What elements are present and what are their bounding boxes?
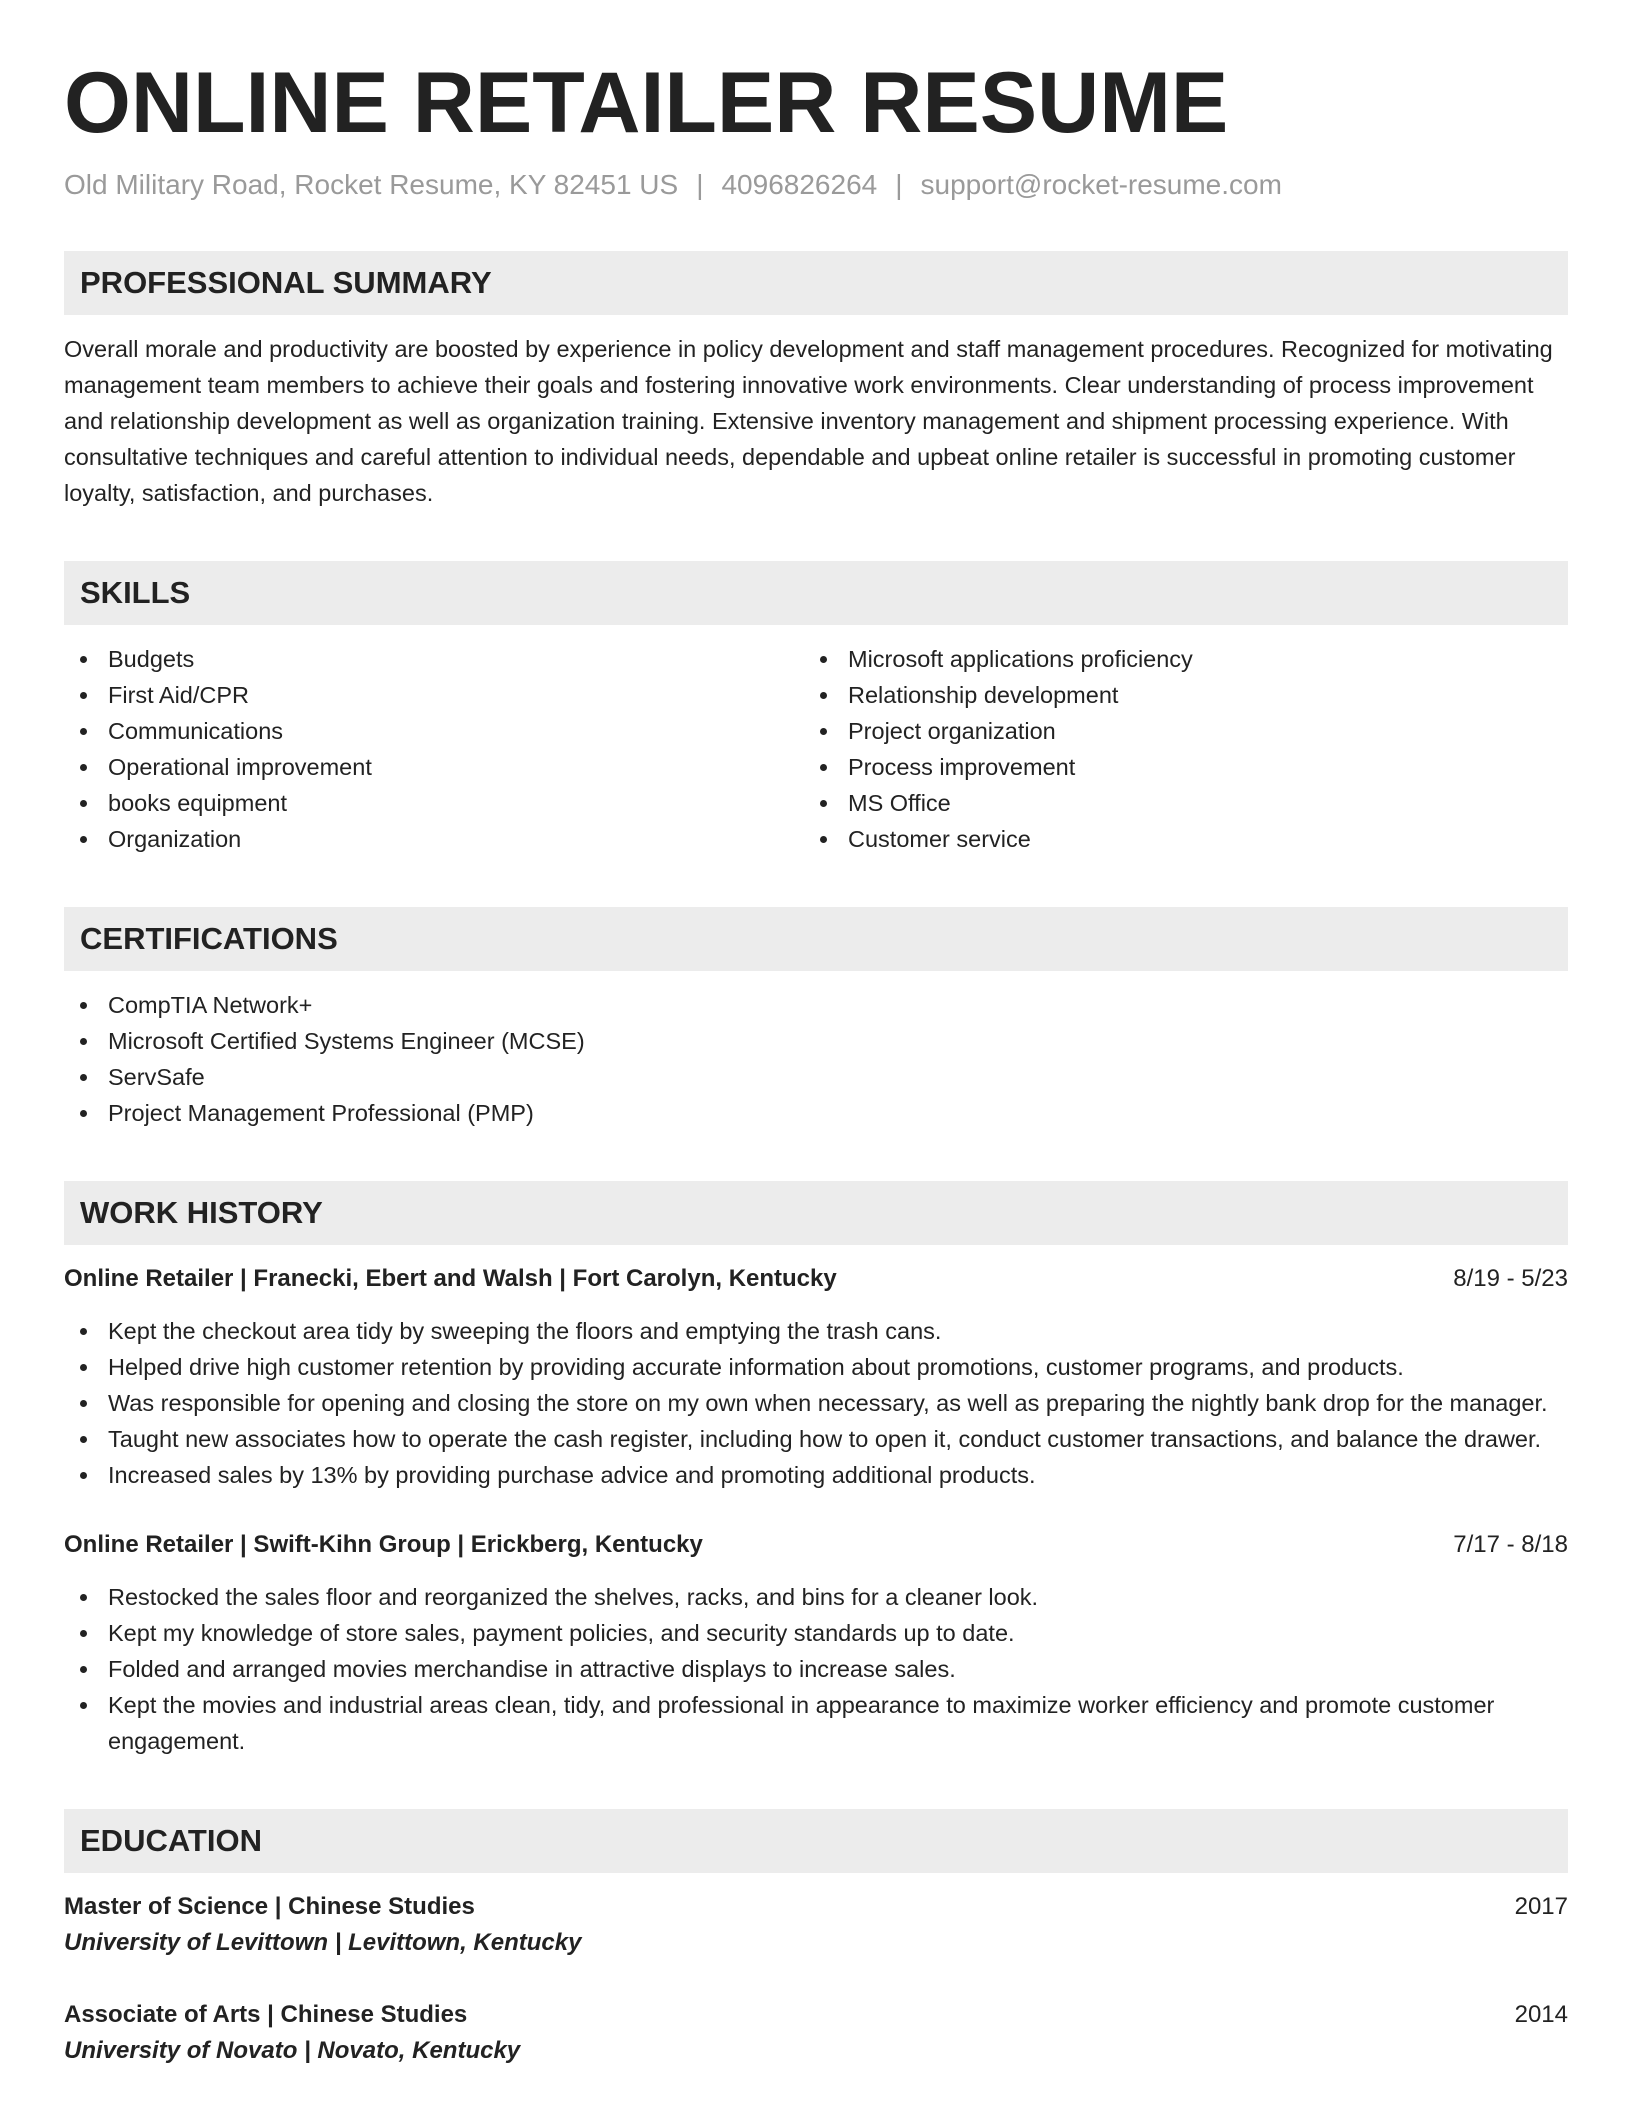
skill-item: Operational improvement xyxy=(64,749,804,785)
job-bullet: Taught new associates how to operate the cash register, including how to open it, conduct customer transactions, and balance the drawer. xyxy=(64,1421,1568,1457)
job-bullets xyxy=(64,1579,1568,1759)
education-header xyxy=(64,1997,1568,2033)
education-item xyxy=(64,1889,1568,1961)
skills-column-right xyxy=(804,641,1544,857)
job-bullets xyxy=(64,1313,1568,1493)
contact-line xyxy=(64,169,1568,201)
skill-item: Organization xyxy=(64,821,804,857)
job-bullet: Folded and arranged movies merchandise in attractive displays to increase sales. xyxy=(64,1651,1568,1687)
contact-separator: | xyxy=(895,168,903,200)
summary-text: Overall morale and productivity are boosted by experience in policy development and staff management procedures. Recognized for motivating management team members to achieve their goals and fostering innovative work environments. Clear understanding of process improvement and relationship development as well as organization training. Extensive inventory management and shipment processing experience. With consultative techniques and careful attention to individual needs, dependable and upbeat online retailer is successful in promoting customer loyalty, satisfaction, and purchases. xyxy=(64,335,1553,506)
education-year: 2014 xyxy=(1514,2000,1568,2028)
skills-column-left xyxy=(64,641,804,857)
section-heading-work-history: WORK HISTORY xyxy=(64,1181,1568,1245)
education-item xyxy=(64,1997,1568,2069)
section-heading-summary: PROFESSIONAL SUMMARY xyxy=(64,251,1568,315)
certification-item: Microsoft Certified Systems Engineer (MCSE) xyxy=(64,1023,1568,1059)
section-heading-skills: SKILLS xyxy=(64,561,1568,625)
skill-item: MS Office xyxy=(804,785,1544,821)
resume-title: ONLINE RETAILER RESUME xyxy=(64,55,1229,151)
education-school: University of Levittown | Levittown, Kentucky xyxy=(64,1928,582,1956)
education-school: University of Novato | Novato, Kentucky xyxy=(64,2036,521,2064)
job-header xyxy=(64,1527,1568,1563)
skill-item: Microsoft applications proficiency xyxy=(804,641,1544,677)
skills-list xyxy=(64,641,1568,857)
job-bullet: Kept the checkout area tidy by sweeping the floors and emptying the trash cans. xyxy=(64,1313,1568,1349)
job-dates: 8/19 - 5/23 xyxy=(1453,1264,1568,1292)
job-title: Online Retailer | Swift-Kihn Group | Erickberg, Kentucky xyxy=(64,1530,703,1558)
skill-item: Customer service xyxy=(804,821,1544,857)
certifications-list xyxy=(64,987,1568,1131)
certification-item: CompTIA Network+ xyxy=(64,987,1568,1023)
job-bullet: Was responsible for opening and closing the store on my own when necessary, as well as preparing the nightly bank drop for the manager. xyxy=(64,1385,1568,1421)
job-bullet: Kept my knowledge of store sales, payment policies, and security standards up to date. xyxy=(64,1615,1568,1651)
certification-item: ServSafe xyxy=(64,1059,1568,1095)
job-dates: 7/17 - 8/18 xyxy=(1453,1530,1568,1558)
job-header xyxy=(64,1261,1568,1297)
skill-item: First Aid/CPR xyxy=(64,677,804,713)
education-header xyxy=(64,1889,1568,1925)
skill-item: Budgets xyxy=(64,641,804,677)
section-heading-certifications: CERTIFICATIONS xyxy=(64,907,1568,971)
job-title: Online Retailer | Franecki, Ebert and Walsh | Fort Carolyn, Kentucky xyxy=(64,1264,837,1292)
skill-item: Communications xyxy=(64,713,804,749)
contact-email: support@rocket-resume.com xyxy=(920,168,1282,200)
job-bullet: Kept the movies and industrial areas clean, tidy, and professional in appearance to maximize worker efficiency and promote customer engagement. xyxy=(64,1687,1568,1759)
education-degree: Associate of Arts | Chinese Studies xyxy=(64,2000,468,2028)
education-year: 2017 xyxy=(1514,1892,1568,1920)
skill-item: books equipment xyxy=(64,785,804,821)
job-bullet: Helped drive high customer retention by providing accurate information about promotions, customer programs, and products. xyxy=(64,1349,1568,1385)
skill-item: Project organization xyxy=(804,713,1544,749)
contact-phone: 4096826264 xyxy=(721,168,878,200)
contact-separator: | xyxy=(696,168,704,200)
job-bullet: Restocked the sales floor and reorganized the shelves, racks, and bins for a cleaner look. xyxy=(64,1579,1568,1615)
job-bullet: Increased sales by 13% by providing purchase advice and promoting additional products. xyxy=(64,1457,1568,1493)
contact-address: Old Military Road, Rocket Resume, KY 82451 US xyxy=(64,168,679,200)
education-degree: Master of Science | Chinese Studies xyxy=(64,1892,475,1920)
certification-item: Project Management Professional (PMP) xyxy=(64,1095,1568,1131)
section-heading-education: EDUCATION xyxy=(64,1809,1568,1873)
skill-item: Relationship development xyxy=(804,677,1544,713)
skill-item: Process improvement xyxy=(804,749,1544,785)
